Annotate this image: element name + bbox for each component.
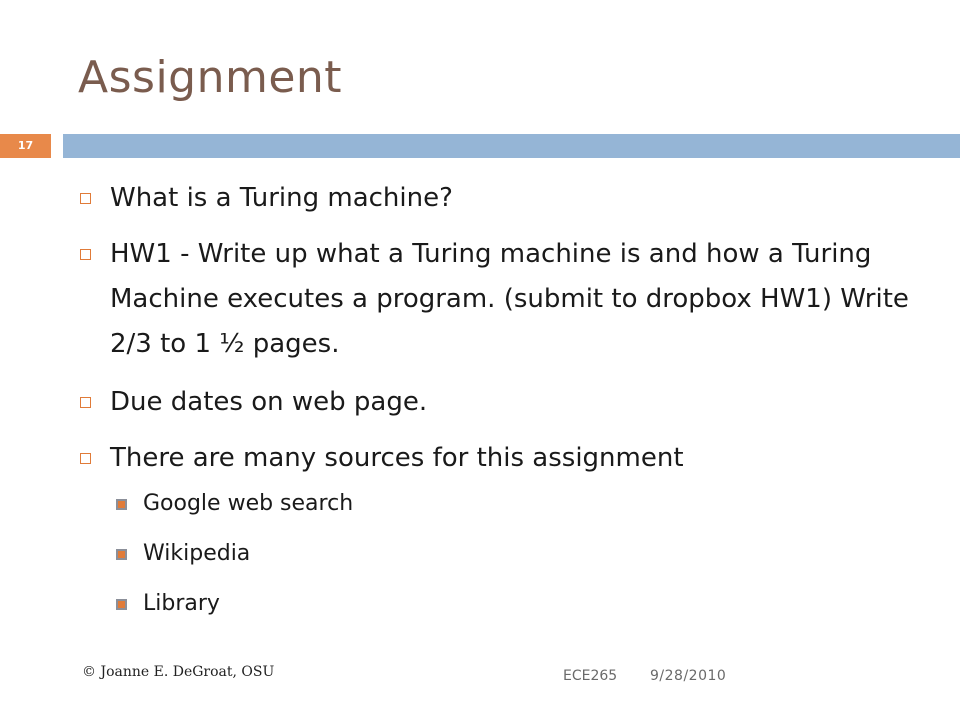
bullet-text: HW1 - Write up what a Turing machine is and how a Turing Machine executes a program. (submit to dropbox HW1) Write 2/3 to 1 ½ pages.: [110, 239, 909, 359]
bullet-text: Due dates on web page.: [110, 387, 428, 417]
bullet-list: [80, 176, 910, 639]
bullet-item: [80, 176, 910, 221]
slide-number: 17: [0, 134, 51, 158]
sub-bullet-item: [116, 489, 910, 519]
filled-square-bullet-icon: [116, 499, 127, 510]
filled-square-bullet-icon: [116, 549, 127, 560]
bullet-item: [80, 232, 910, 367]
square-bullet-icon: [80, 193, 91, 204]
bullet-item: [80, 380, 910, 425]
footer-copyright: © Joanne E. DeGroat, OSU: [82, 664, 275, 680]
sub-bullet-item: [116, 539, 910, 569]
bullet-item: [80, 436, 910, 481]
square-bullet-icon: [80, 249, 91, 260]
footer-date: 9/28/2010: [650, 668, 727, 684]
sub-bullet-text: Wikipedia: [143, 541, 251, 566]
filled-square-bullet-icon: [116, 599, 127, 610]
title-rule-bar: [63, 134, 960, 158]
sub-bullet-item: [116, 589, 910, 619]
sub-bullet-text: Google web search: [143, 491, 354, 516]
sub-bullet-text: Library: [143, 591, 220, 616]
square-bullet-icon: [80, 453, 91, 464]
slide-title: Assignment: [78, 52, 343, 103]
footer-course: ECE265: [563, 668, 618, 684]
bullet-text: What is a Turing machine?: [110, 183, 453, 213]
square-bullet-icon: [80, 397, 91, 408]
bullet-text: There are many sources for this assignment: [110, 443, 684, 473]
